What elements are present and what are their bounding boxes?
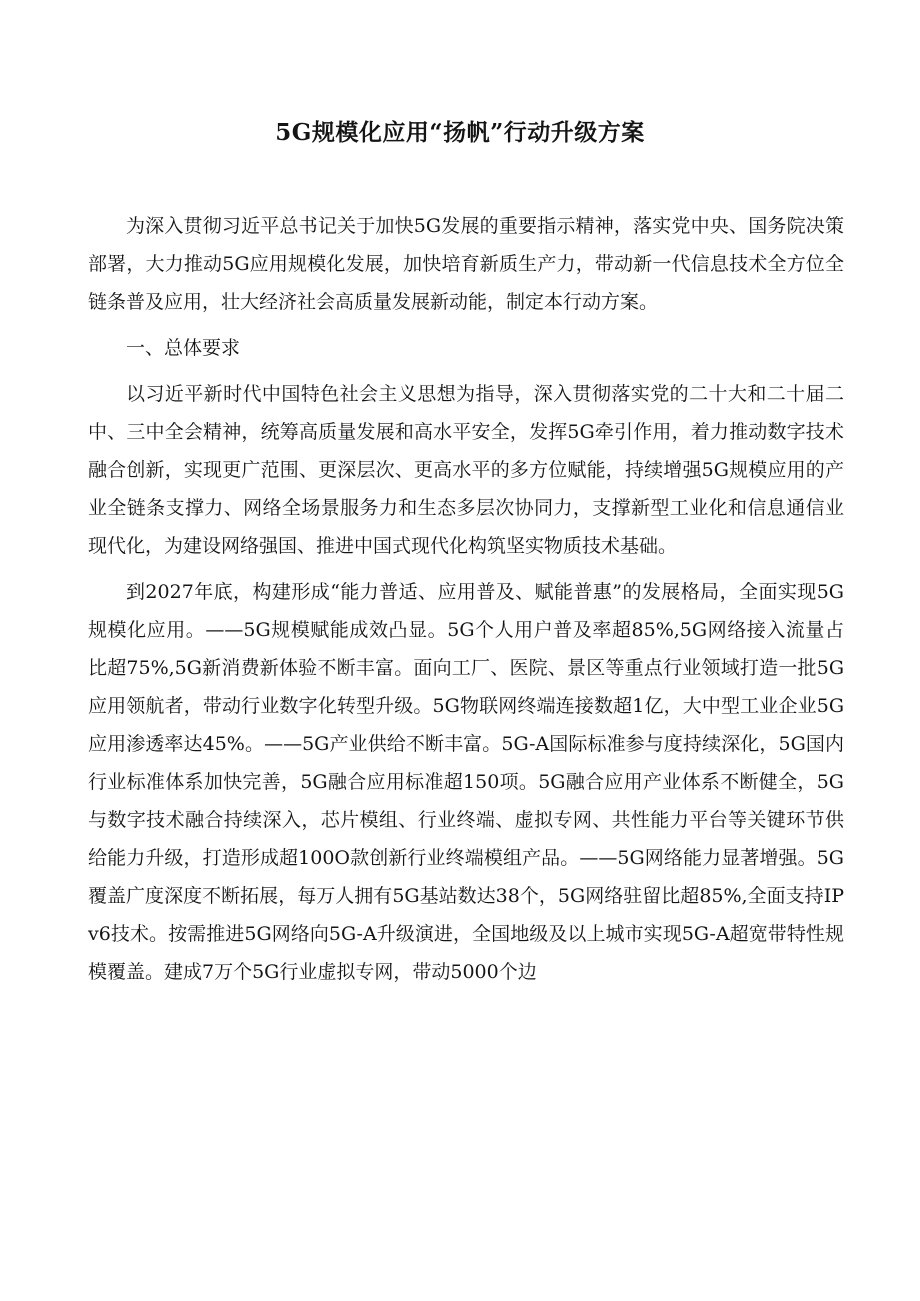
document-title: 5G规模化应用“扬帆”行动升级方案 bbox=[275, 119, 645, 146]
paragraph-guiding-principle: 以习近平新时代中国特色社会主义思想为指导，深入贯彻落实党的二十大和二十届二中、三中全会精神，统筹高质量发展和高水平安全，发挥5G牵引作用，着力推动数字技术融合创新，实现更广范围、更深层次、更高水平的多方位赋能，持续增强5G规模应用的产业全链条支撑力、网络全场景服务力和生态多层次协同力，支撑新型工业化和信息通信业现代化，为建设网络强国、推进中国式现代化构筑坚实物质技术基础。 bbox=[88, 383, 844, 557]
paragraph-intro: 为深入贯彻习近平总书记关于加快5G发展的重要指示精神，落实党中央、国务院决策部署，大力推动5G应用规模化发展，加快培育新质生产力，带动新一代信息技术全方位全链条普及应用，壮大经济社会高质量发展新动能，制定本行动方案。 bbox=[88, 215, 844, 313]
paragraph-2027-goals: 到2027年底，构建形成“能力普适、应用普及、赋能普惠”的发展格局，全面实现5G规模化应用。——5G规模赋能成效凸显。5G个人用户普及率超85%,5G网络接入流量占比超75%,5G新消费新体验不断丰富。面向工厂、医院、景区等重点行业领域打造一批5G应用领航者，带动行业数字化转型升级。5G物联网终端连接数超1亿，大中型工业企业5G应用渗透率达45%。——5G产业供给不断丰富。5G-A国际标准参与度持续深化，5G国内行业标准体系加快完善，5G融合应用标准超150项。5G融合应用产业体系不断健全，5G与数字技术融合持续深入，芯片模组、行业终端、虚拟专网、共性能力平台等关键环节供给能力升级，打造形成超100O款创新行业终端模组产品。——5G网络能力显著增强。5G覆盖广度深度不断拓展，每万人拥有5G基站数达38个，5G网络驻留比超85%,全面支持IPv6技术。按需推进5G网络向5G-A升级演进，全国地级及以上城市实现5G-A超宽带特性规模覆盖。建成7万个5G行业虚拟专网，带动5000个边 bbox=[88, 581, 844, 983]
document-body bbox=[88, 207, 844, 991]
section-heading-general-requirements: 一、总体要求 bbox=[126, 337, 241, 359]
